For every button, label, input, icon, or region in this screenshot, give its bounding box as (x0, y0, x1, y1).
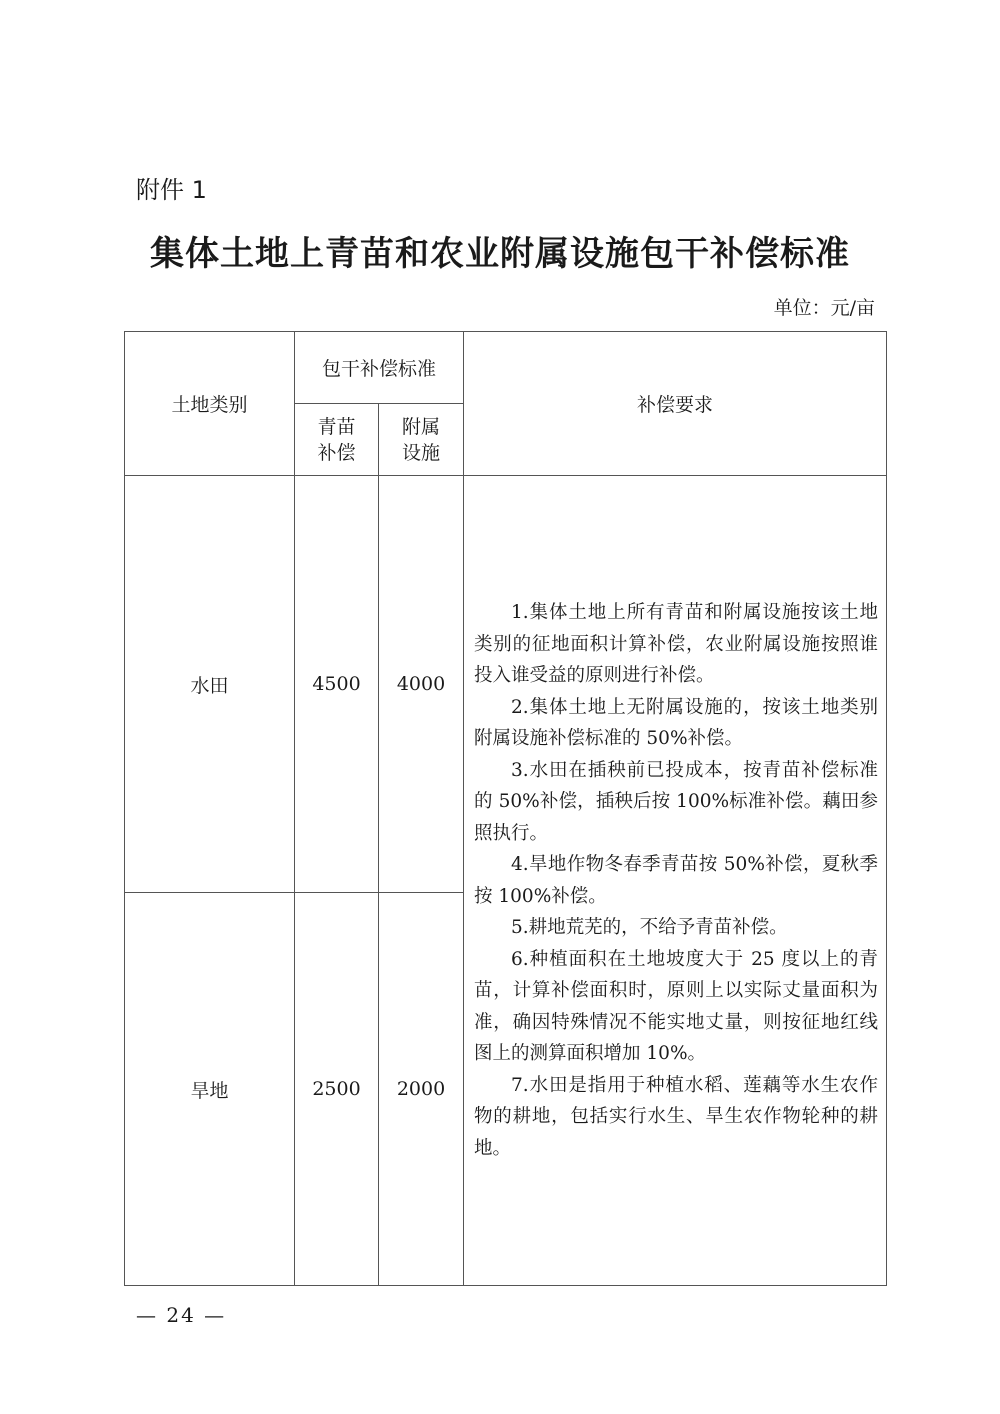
header-facility (379, 404, 464, 476)
table-row (125, 476, 887, 893)
document-title: 集体土地上青苗和农业附属设施包干补偿标准 (150, 234, 850, 274)
header-standard-group: 包干补偿标准 (295, 332, 464, 404)
header-facility-line1: 附属 (402, 415, 441, 438)
header-requirements: 补偿要求 (464, 332, 887, 476)
header-land-type: 土地类别 (125, 332, 295, 476)
compensation-table (124, 331, 887, 1286)
header-seedling-line2: 补偿 (317, 441, 356, 464)
requirement-item: 3.水田在插秧前已投成本，按青苗补偿标准的 50%补偿，插秧后按 100%标准补偿。藕田参照执行。 (474, 759, 879, 844)
requirements-cell (464, 476, 887, 1286)
requirement-item: 1.集体土地上所有青苗和附属设施按该土地类别的征地面积计算补偿，农业附属设施按照谁投入谁受益的原则进行补偿。 (474, 602, 879, 686)
requirement-item: 6.种植面积在土地坡度大于 25 度以上的青苗，计算补偿面积时，原则上以实际丈量面积为准，确因特殊情况不能实地丈量，则按征地红线图上的测算面积增加 10%。 (474, 948, 879, 1064)
seedling-value-cell: 4500 (295, 476, 379, 893)
header-seedling-line1: 青苗 (317, 415, 356, 438)
facility-value-cell: 2000 (379, 893, 464, 1286)
unit-label: 单位：元/亩 (773, 297, 875, 319)
requirement-item: 7.水田是指用于种植水稻、莲藕等水生农作物的耕地，包括实行水生、旱生农作物轮种的耕地。 (474, 1074, 879, 1159)
attachment-label: 附件 1 (136, 176, 207, 204)
page-number: — 24 — (136, 1303, 227, 1327)
land-type-cell: 水田 (125, 476, 295, 893)
land-type-cell: 旱地 (125, 893, 295, 1286)
header-facility-line2: 设施 (402, 441, 441, 464)
requirement-item: 2.集体土地上无附属设施的，按该土地类别附属设施补偿标准的 50%补偿。 (474, 696, 879, 749)
seedling-value-cell: 2500 (295, 893, 379, 1286)
facility-value-cell: 4000 (379, 476, 464, 893)
header-seedling (295, 404, 379, 476)
header-row-1 (125, 332, 887, 404)
requirement-item: 5.耕地荒芜的，不给予青苗补偿。 (511, 917, 788, 938)
requirement-item: 4.旱地作物冬春季青苗按 50%补偿，夏秋季按 100%补偿。 (474, 854, 879, 907)
